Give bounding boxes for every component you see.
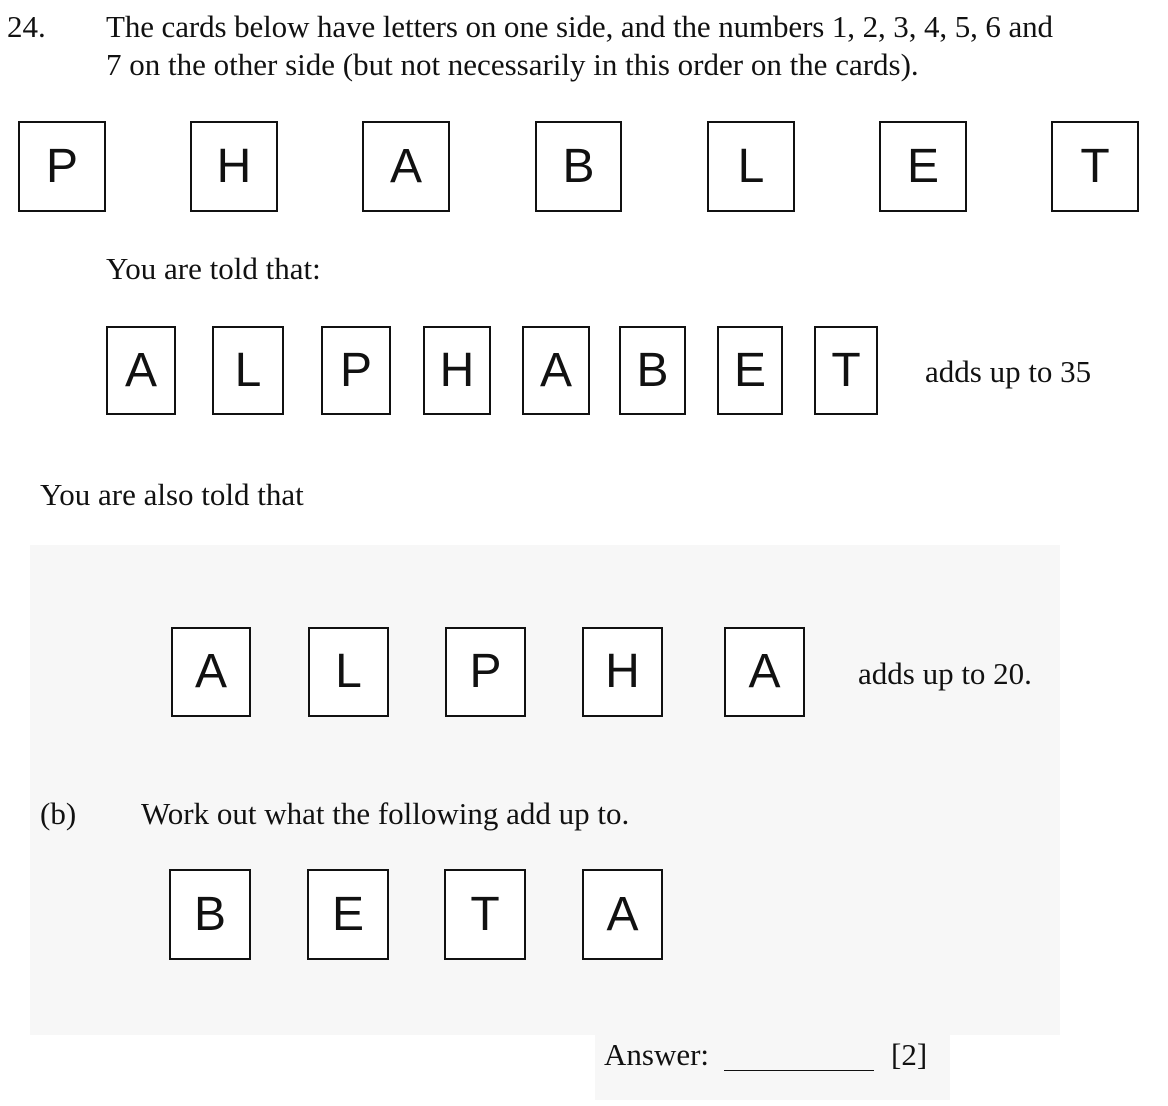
alphabet-card-b: B bbox=[619, 326, 686, 415]
alphabet-card-a2: A bbox=[522, 326, 590, 415]
scan-tint-lower bbox=[30, 545, 1060, 1035]
alphabet-card-e: E bbox=[717, 326, 783, 415]
card-h: H bbox=[190, 121, 278, 212]
part-b-instruction: Work out what the following add up to. bbox=[141, 796, 630, 831]
answer-label: Answer: bbox=[604, 1037, 710, 1072]
card-b: B bbox=[535, 121, 622, 212]
alpha-card-a1: A bbox=[171, 627, 251, 717]
beta-card-e: E bbox=[307, 869, 389, 960]
question-text-line-1: The cards below have letters on one side, and the numbers 1, 2, 3, 4, 5, 6 and bbox=[106, 9, 1053, 44]
alpha-sum: adds up to 20. bbox=[858, 656, 1032, 691]
beta-card-b: B bbox=[169, 869, 251, 960]
card-t: T bbox=[1051, 121, 1139, 212]
question-number: 24. bbox=[7, 9, 46, 44]
alphabet-card-l: L bbox=[212, 326, 284, 415]
alphabet-card-p: P bbox=[321, 326, 391, 415]
alphabet-card-h: H bbox=[423, 326, 491, 415]
beta-card-a: A bbox=[582, 869, 663, 960]
answer-blank[interactable] bbox=[724, 1070, 874, 1071]
alphabet-card-a1: A bbox=[106, 326, 176, 415]
card-a: A bbox=[362, 121, 450, 212]
also-told-text: You are also told that bbox=[40, 477, 304, 512]
alphabet-sum: adds up to 35 bbox=[925, 354, 1092, 389]
card-l: L bbox=[707, 121, 795, 212]
answer-marks: [2] bbox=[891, 1037, 928, 1072]
alpha-card-p: P bbox=[445, 627, 526, 717]
alpha-card-l: L bbox=[308, 627, 389, 717]
alpha-card-a2: A bbox=[724, 627, 805, 717]
card-e: E bbox=[879, 121, 967, 212]
told-text: You are told that: bbox=[106, 251, 321, 286]
card-p: P bbox=[18, 121, 106, 212]
alphabet-card-t: T bbox=[814, 326, 878, 415]
part-b-label: (b) bbox=[40, 796, 77, 831]
alpha-card-h: H bbox=[582, 627, 663, 717]
question-text-line-2: 7 on the other side (but not necessarily in this order on the cards). bbox=[106, 47, 919, 82]
beta-card-t: T bbox=[444, 869, 526, 960]
